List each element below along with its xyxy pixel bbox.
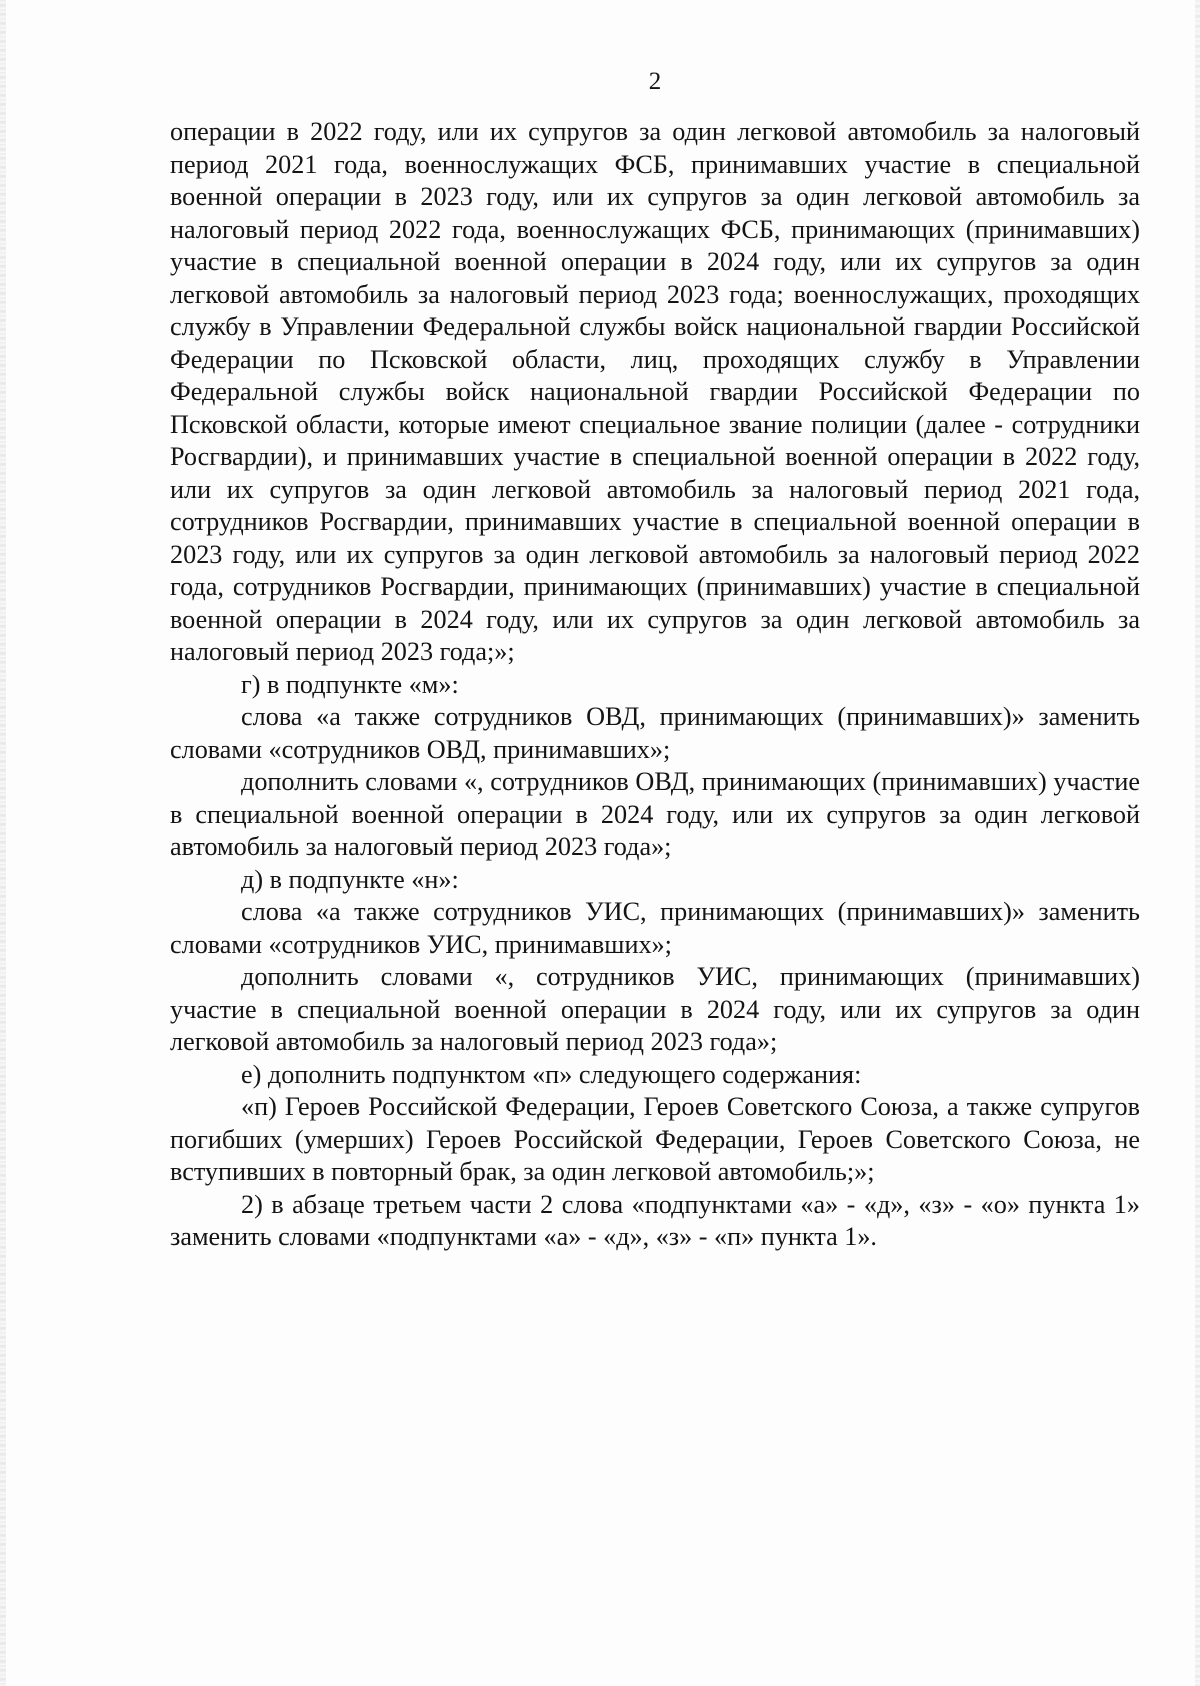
paragraph-replace-ovd: слова «а также сотрудников ОВД, принимающих (принимавших)» заменить словами «сотрудников ОВД, принимавших»; <box>170 702 1140 764</box>
paragraph-subitem-d: д) в подпункте «н»: <box>241 864 459 894</box>
paragraph-subitem-e: е) дополнить подпунктом «п» следующего содержания: <box>241 1059 862 1089</box>
paragraph-add-ovd: дополнить словами «, сотрудников ОВД, принимающих (принимавших) участие в специальной военной операции в 2024 году, или их супругов за один легковой автомобиль за налоговый период 2023 года»; <box>170 767 1140 861</box>
paragraph-replace-uis: слова «а также сотрудников УИС, принимающих (принимавших)» заменить словами «сотрудников УИС, принимавших»; <box>170 897 1140 959</box>
page-number: 2 <box>648 68 662 95</box>
scan-edge-left <box>0 0 6 1686</box>
scan-edge-right <box>1195 0 1200 1686</box>
paragraph-continuation: операции в 2022 году, или их супругов за один легковой автомобиль за налоговый период 2021 года, военнослужащих ФСБ, принимавших участие в специальной военной операции в 2023 году, или их супругов за один легковой автомобиль за налоговый период 2022 года, военнослужащих ФСБ, принимающих (принимавших) участие в специальной военной операции в 2024 году, или их супругов за один легковой автомобиль за налоговый период 2023 года; военнослужащих, проходящих службу в Управлении Федеральной службы войск национальной гвардии Российской Федерации по Псковской области, лиц, проходящих службу в Управлении Федеральной службы войск национальной гвардии Российской Федерации по Псковской области, которые имеют специальное звание полиции (далее - сотрудники Росгвардии), и принимавших участие в специальной военной операции в 2022 году, или их супругов за один легковой автомобиль за налоговый период 2021 года, сотрудников Росгвардии, принимавших участие в специальной военной операции в 2023 году, или их супругов за один легковой автомобиль за налоговый период 2022 года, сотрудников Росгвардии, принимающих (принимавших) участие в специальной военной операции в 2024 году, или их супругов за один легковой автомобиль за налоговый период 2023 года;»; <box>170 117 1140 666</box>
paragraph-heroes: «п) Героев Российской Федерации, Героев Советского Союза, а также супругов погибших (умерших) Героев Российской Федерации, Героев Советского Союза, не вступивших в повторный брак, за один легковой автомобиль;»; <box>170 1092 1140 1186</box>
paragraph-item-2: 2) в абзаце третьем части 2 слова «подпунктами «а» - «д», «з» - «о» пункта 1» заменить словами «подпунктами «а» - «д», «з» - «п» пункта 1». <box>170 1189 1140 1251</box>
document-body <box>170 116 1140 1254</box>
paragraph-add-uis: дополнить словами «, сотрудников УИС, принимающих (принимавших) участие в специальной военной операции в 2024 году, или их супругов за один легковой автомобиль за налоговый период 2023 года»; <box>170 962 1140 1056</box>
paragraph-subitem-g: г) в подпункте «м»: <box>241 669 459 699</box>
